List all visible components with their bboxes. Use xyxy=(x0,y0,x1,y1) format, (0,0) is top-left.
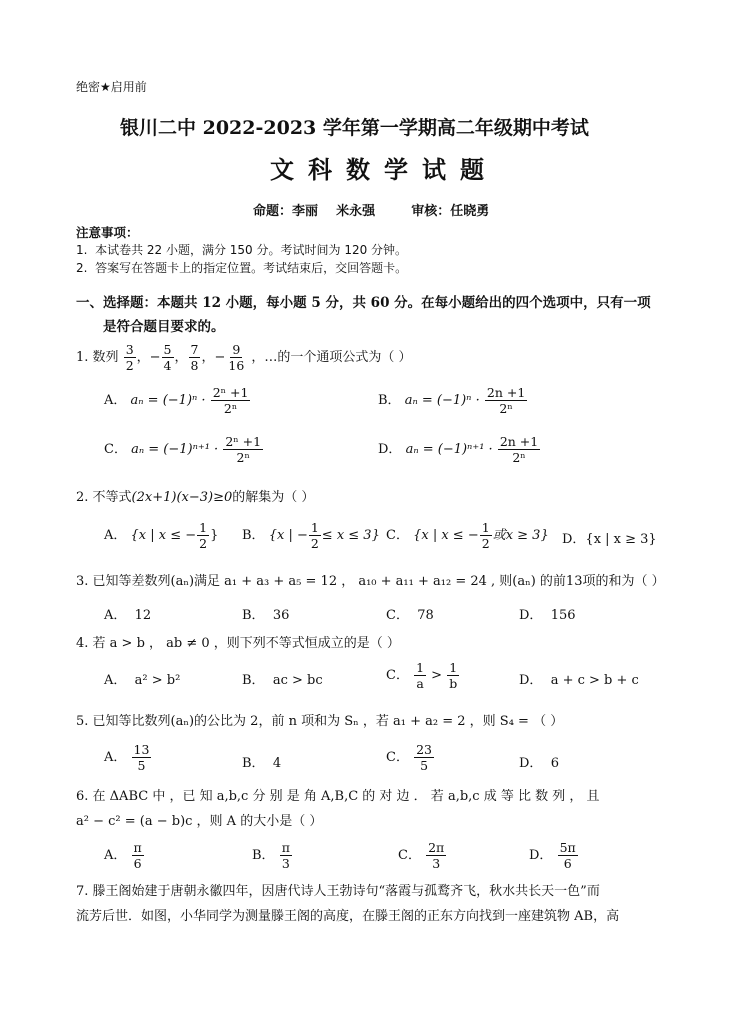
q3-option-c: C． 78 xyxy=(386,608,434,623)
q2-option-d: D．{x | x ≥ 3} xyxy=(562,532,657,547)
q1-prefix: 1. 数列 xyxy=(76,350,119,365)
q2-option-c: C． {x | x ≤ − $\frac{1}{2}$ 或x ≥ 3} xyxy=(386,520,549,551)
q1-suffix: ，…的一个通项公式为（ ） xyxy=(251,350,412,365)
question-6-line-2: a² − c² = (a − b)c ，则 A 的大小是（ ） xyxy=(76,814,323,829)
question-7-line-2: 流芳后世．如图，小华同学为测量滕王阁的高度，在滕王阁的正东方向找到一座建筑物 AB，高 xyxy=(76,909,620,924)
notice-heading: 注意事项： xyxy=(76,225,139,240)
q4-option-b: B． ac > bc xyxy=(242,673,323,688)
section-heading: 一、选择题：本题共 12 小题，每小题 5 分，共 60 分。在每小题给出的四个选项中，只有一项 xyxy=(76,295,651,311)
q1-term-1: $\frac{3}{2}$ xyxy=(125,342,134,373)
exam-subtitle: 文科数学试题 xyxy=(270,155,498,184)
section-heading-cont: 是符合题目要求的。 xyxy=(103,319,225,335)
q1-option-d: D． aₙ = (−1)ⁿ⁺¹ · $\frac{2n +1}{\text{2ⁿ}}$ xyxy=(378,434,539,465)
question-3: 3. 已知等差数列(aₙ)满足 a₁ + a₃ + a₅ = 12 ， a₁₀ + a₁₁ + a₁₂ = 24 , 则(aₙ) 的前13项的和为（ ） xyxy=(76,574,665,589)
q3-option-a: A． 12 xyxy=(104,608,152,623)
q5-option-d: D． 6 xyxy=(519,756,559,771)
question-5: 5. 已知等比数列(aₙ)的公比为 2，前 n 项和为 Sₙ ，若 a₁ + a₂ = 2 ，则 S₄ = （ ） xyxy=(76,714,564,729)
q6-option-b: B． $\frac{\pi}{3}$ xyxy=(252,840,290,871)
q2-option-b: B． {x | − $\frac{1}{2}$ ≤ x ≤ 3} xyxy=(242,520,380,551)
secret-label: 绝密★启用前 xyxy=(76,80,147,94)
q4-option-d: D． a + c > b + c xyxy=(519,673,639,688)
question-1: 1. 数列 $\frac{3}{2}$ ，− $\frac{5}{4}$ ， $\frac{7}{8}$ ，− $\frac{9}{16}$ ，…的一个通项公式为（ ） xyxy=(76,342,412,373)
q4-option-c: C． $\frac{1}{a}$ > $\frac{1}{b}$ xyxy=(386,660,458,691)
q5-option-a: A． $\frac{13}{5}$ xyxy=(104,742,150,773)
q1-option-c: C． aₙ = (−1)ⁿ⁺¹ · $\frac{\text{2ⁿ +1}}{\text{2ⁿ}}$ xyxy=(104,434,262,465)
notice-item-1: 1. 本试卷共 22 小题，满分 150 分。考试时间为 120 分钟。 xyxy=(76,243,408,257)
q1-option-a: A． aₙ = (−1)ⁿ · $\frac{\text{2ⁿ +1}}{\text{2ⁿ}}$ xyxy=(104,385,249,416)
q2-option-a: A． {x | x ≤ − $\frac{1}{2}$ } xyxy=(104,520,219,551)
question-7-line-1: 7. 滕王阁始建于唐朝永徽四年，因唐代诗人王勃诗句“落霞与孤鹜齐飞，秋水共长天一色”而 xyxy=(76,884,600,899)
question-4: 4. 若 a > b ， ab ≠ 0 ，则下列不等式恒成立的是（ ） xyxy=(76,636,400,651)
exam-authors: 命题：李丽 米永强 审核：任晓勇 xyxy=(253,204,490,219)
q6-option-d: D． $\frac{5\pi}{6}$ xyxy=(529,840,576,871)
q5-option-c: C． $\frac{23}{5}$ xyxy=(386,742,432,773)
q3-option-d: D． 156 xyxy=(519,608,576,623)
q1-term-2: $\frac{5}{4}$ xyxy=(163,342,172,373)
q5-option-b: B． 4 xyxy=(242,756,282,771)
q1-term-3: $\frac{7}{8}$ xyxy=(190,342,199,373)
q1-option-b: B． aₙ = (−1)ⁿ · $\frac{2n +1}{\text{2ⁿ}}$ xyxy=(378,385,526,416)
q3-option-b: B． 36 xyxy=(242,608,290,623)
q4-option-a: A． a² > b² xyxy=(104,673,181,688)
question-2: 2. 不等式(2x+1)(x−3)≥0的解集为（ ） xyxy=(76,490,315,505)
q6-option-a: A． $\frac{\pi}{6}$ xyxy=(104,840,142,871)
exam-title: 银川二中 2022-2023 学年第一学期高二年级期中考试 xyxy=(120,117,589,139)
notice-item-2: 2. 答案写在答题卡上的指定位置。考试结束后，交回答题卡。 xyxy=(76,261,408,275)
q1-term-4: $\frac{9}{16}$ xyxy=(228,342,245,373)
question-6-line-1: 6. 在 ΔABC 中 ，已 知 a,b,c 分 别 是 角 A,B,C 的 对 边 ． 若 a,b,c 成 等 比 数 列 ， 且 xyxy=(76,789,600,804)
q6-option-c: C． $\frac{2\pi}{3}$ xyxy=(398,840,445,871)
